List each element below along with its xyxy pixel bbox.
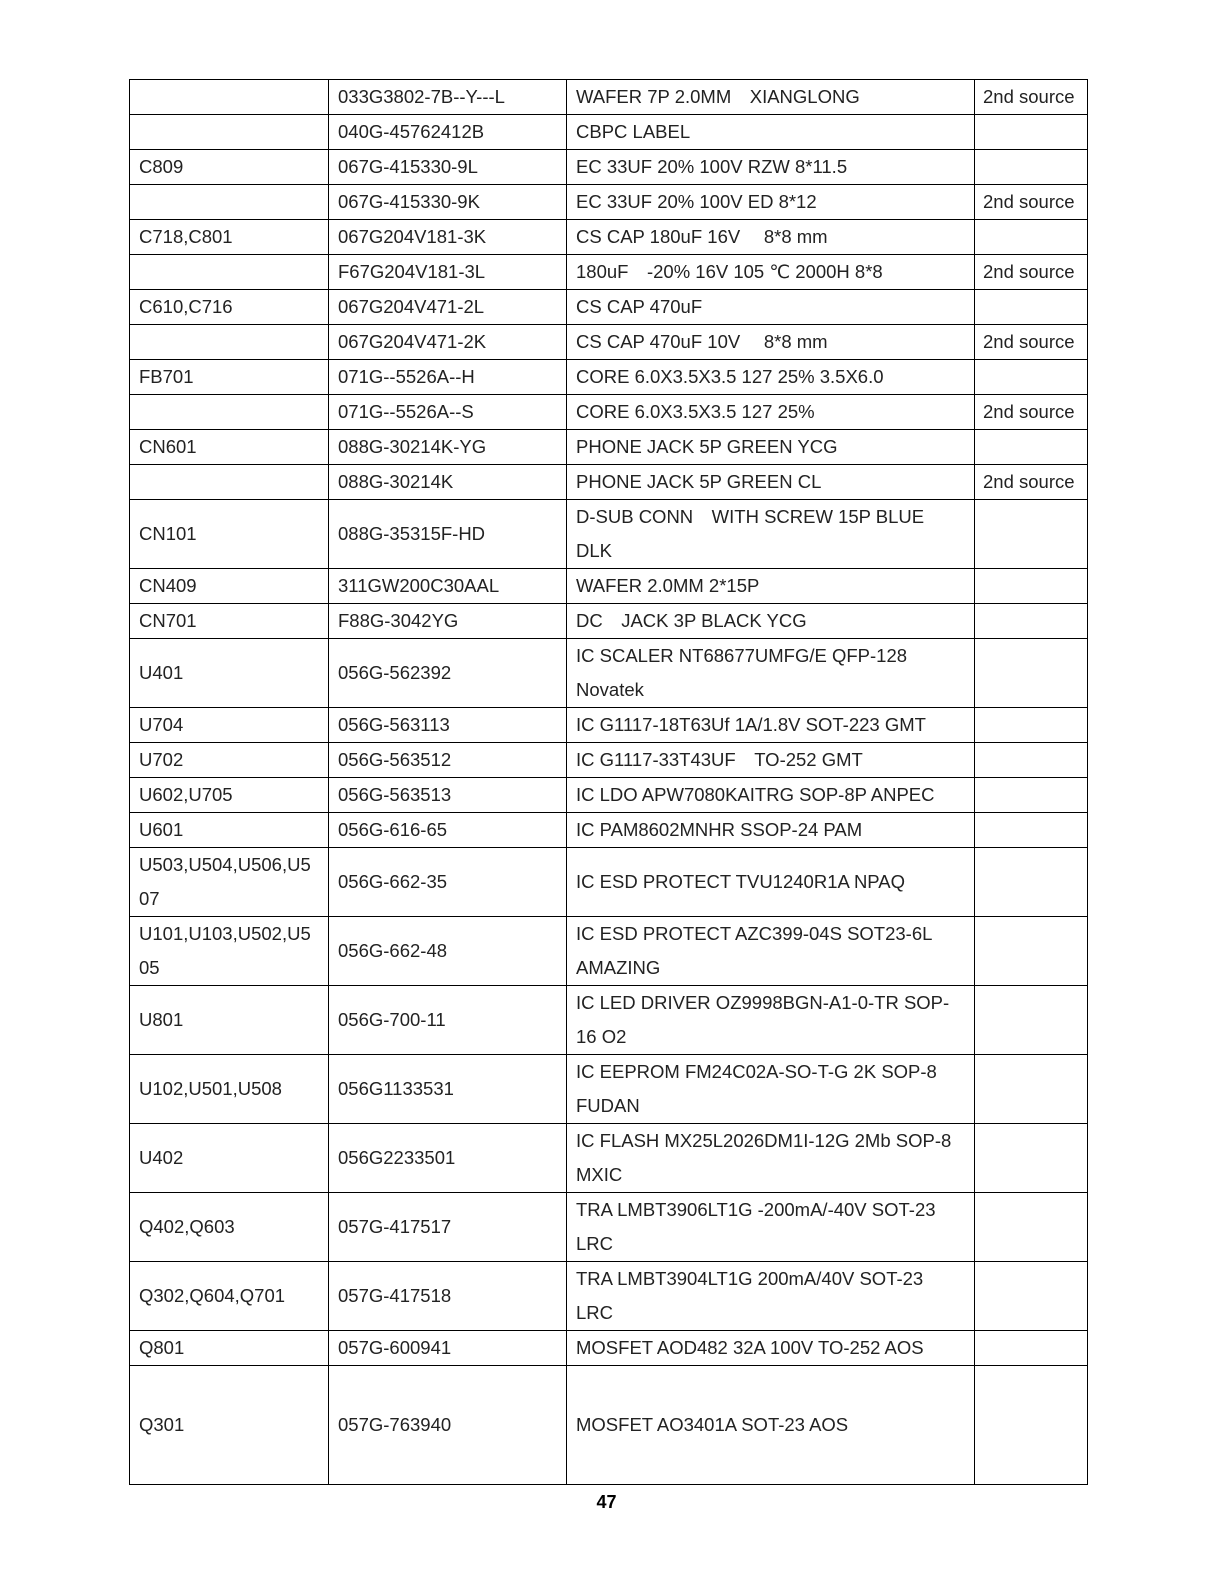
ref-designator-cell: Q302,Q604,Q701	[130, 1262, 329, 1331]
part-number-cell: 071G--5526A--S	[329, 395, 567, 430]
note-cell: 2nd source	[975, 80, 1088, 115]
description-cell: WAFER 2.0MM 2*15P	[567, 569, 975, 604]
part-number-cell: F88G-3042YG	[329, 604, 567, 639]
part-number-cell: 057G-417518	[329, 1262, 567, 1331]
part-number-cell: 067G204V471-2K	[329, 325, 567, 360]
part-number-cell: 056G-616-65	[329, 813, 567, 848]
table-row	[130, 325, 1088, 360]
table-row	[130, 500, 1088, 569]
ref-designator-cell: U704	[130, 708, 329, 743]
part-number-cell: 067G204V181-3K	[329, 220, 567, 255]
ref-designator-cell: Q801	[130, 1331, 329, 1366]
table-row	[130, 1055, 1088, 1124]
table-row	[130, 708, 1088, 743]
part-number-cell: 056G-562392	[329, 639, 567, 708]
description-cell: DC JACK 3P BLACK YCG	[567, 604, 975, 639]
table-row	[130, 185, 1088, 220]
table-row	[130, 778, 1088, 813]
table-row	[130, 639, 1088, 708]
note-cell: 2nd source	[975, 325, 1088, 360]
note-cell	[975, 569, 1088, 604]
note-cell: 2nd source	[975, 395, 1088, 430]
note-cell	[975, 115, 1088, 150]
bom-table	[129, 79, 1088, 1485]
table-row	[130, 1124, 1088, 1193]
description-cell: CS CAP 180uF 16V 8*8 mm	[567, 220, 975, 255]
description-cell: MOSFET AOD482 32A 100V TO-252 AOS	[567, 1331, 975, 1366]
part-number-cell: 056G-662-35	[329, 848, 567, 917]
description-cell: IC PAM8602MNHR SSOP-24 PAM	[567, 813, 975, 848]
ref-designator-cell	[130, 115, 329, 150]
table-row	[130, 395, 1088, 430]
table-row	[130, 848, 1088, 917]
part-number-cell: 040G-45762412B	[329, 115, 567, 150]
ref-designator-cell: Q301	[130, 1366, 329, 1485]
ref-designator-cell: U101,U103,U502,U505	[130, 917, 329, 986]
part-number-cell: 057G-600941	[329, 1331, 567, 1366]
note-cell	[975, 813, 1088, 848]
part-number-cell: 056G-563512	[329, 743, 567, 778]
ref-designator-cell: U402	[130, 1124, 329, 1193]
note-cell	[975, 743, 1088, 778]
ref-designator-cell	[130, 185, 329, 220]
table-row	[130, 917, 1088, 986]
ref-designator-cell: C610,C716	[130, 290, 329, 325]
ref-designator-cell	[130, 465, 329, 500]
note-cell	[975, 290, 1088, 325]
description-cell: IC G1117-18T63Uf 1A/1.8V SOT-223 GMT	[567, 708, 975, 743]
part-number-cell: 056G-700-11	[329, 986, 567, 1055]
part-number-cell: 067G-415330-9K	[329, 185, 567, 220]
note-cell	[975, 1262, 1088, 1331]
ref-designator-cell: CN701	[130, 604, 329, 639]
part-number-cell: 088G-35315F-HD	[329, 500, 567, 569]
note-cell	[975, 500, 1088, 569]
note-cell	[975, 1331, 1088, 1366]
ref-designator-cell: C809	[130, 150, 329, 185]
description-cell: EC 33UF 20% 100V ED 8*12	[567, 185, 975, 220]
table-row	[130, 743, 1088, 778]
description-cell: PHONE JACK 5P GREEN YCG	[567, 430, 975, 465]
description-cell: TRA LMBT3904LT1G 200mA/40V SOT-23 LRC	[567, 1262, 975, 1331]
part-number-cell: 056G2233501	[329, 1124, 567, 1193]
ref-designator-cell	[130, 80, 329, 115]
description-cell: EC 33UF 20% 100V RZW 8*11.5	[567, 150, 975, 185]
note-cell	[975, 604, 1088, 639]
note-cell	[975, 1055, 1088, 1124]
ref-designator-cell: FB701	[130, 360, 329, 395]
part-number-cell: 057G-763940	[329, 1366, 567, 1485]
part-number-cell: 088G-30214K-YG	[329, 430, 567, 465]
description-cell: IC G1117-33T43UF TO-252 GMT	[567, 743, 975, 778]
description-cell: MOSFET AO3401A SOT-23 AOS	[567, 1366, 975, 1485]
ref-designator-cell: Q402,Q603	[130, 1193, 329, 1262]
table-row	[130, 360, 1088, 395]
note-cell	[975, 917, 1088, 986]
table-row	[130, 430, 1088, 465]
ref-designator-cell: U102,U501,U508	[130, 1055, 329, 1124]
part-number-cell: 056G1133531	[329, 1055, 567, 1124]
ref-designator-cell	[130, 255, 329, 290]
note-cell	[975, 360, 1088, 395]
note-cell	[975, 1124, 1088, 1193]
table-row	[130, 569, 1088, 604]
table-row	[130, 1193, 1088, 1262]
ref-designator-cell: U702	[130, 743, 329, 778]
ref-designator-cell: U602,U705	[130, 778, 329, 813]
note-cell	[975, 1193, 1088, 1262]
description-cell: IC LED DRIVER OZ9998BGN-A1-0-TR SOP-16 O2	[567, 986, 975, 1055]
description-cell: IC ESD PROTECT AZC399-04S SOT23-6L AMAZING	[567, 917, 975, 986]
note-cell	[975, 639, 1088, 708]
table-row	[130, 1366, 1088, 1485]
ref-designator-cell: U401	[130, 639, 329, 708]
description-cell: IC EEPROM FM24C02A-SO-T-G 2K SOP-8 FUDAN	[567, 1055, 975, 1124]
description-cell: CORE 6.0X3.5X3.5 127 25%	[567, 395, 975, 430]
table-row	[130, 1331, 1088, 1366]
part-number-cell: 056G-563513	[329, 778, 567, 813]
description-cell: CS CAP 470uF	[567, 290, 975, 325]
table-row	[130, 986, 1088, 1055]
description-cell: 180uF -20% 16V 105 ℃ 2000H 8*8	[567, 255, 975, 290]
ref-designator-cell: U601	[130, 813, 329, 848]
ref-designator-cell: C718,C801	[130, 220, 329, 255]
part-number-cell: 033G3802-7B--Y---L	[329, 80, 567, 115]
table-row	[130, 255, 1088, 290]
note-cell	[975, 986, 1088, 1055]
ref-designator-cell: CN601	[130, 430, 329, 465]
table-row	[130, 604, 1088, 639]
table-row	[130, 220, 1088, 255]
note-cell	[975, 150, 1088, 185]
part-number-cell: 067G204V471-2L	[329, 290, 567, 325]
part-number-cell: 071G--5526A--H	[329, 360, 567, 395]
table-row	[130, 290, 1088, 325]
ref-designator-cell: U801	[130, 986, 329, 1055]
ref-designator-cell	[130, 325, 329, 360]
table-row	[130, 150, 1088, 185]
table-row	[130, 813, 1088, 848]
description-cell: PHONE JACK 5P GREEN CL	[567, 465, 975, 500]
ref-designator-cell: CN409	[130, 569, 329, 604]
part-number-cell: 067G-415330-9L	[329, 150, 567, 185]
description-cell: CS CAP 470uF 10V 8*8 mm	[567, 325, 975, 360]
description-cell: IC SCALER NT68677UMFG/E QFP-128 Novatek	[567, 639, 975, 708]
description-cell: CBPC LABEL	[567, 115, 975, 150]
note-cell	[975, 708, 1088, 743]
ref-designator-cell: CN101	[130, 500, 329, 569]
table-row	[130, 1262, 1088, 1331]
table-row	[130, 465, 1088, 500]
part-number-cell: 056G-662-48	[329, 917, 567, 986]
note-cell	[975, 778, 1088, 813]
note-cell	[975, 220, 1088, 255]
description-cell: CORE 6.0X3.5X3.5 127 25% 3.5X6.0	[567, 360, 975, 395]
page-number: 47	[596, 1492, 617, 1512]
note-cell: 2nd source	[975, 185, 1088, 220]
part-number-cell: 088G-30214K	[329, 465, 567, 500]
description-cell: D-SUB CONN WITH SCREW 15P BLUE DLK	[567, 500, 975, 569]
description-cell: TRA LMBT3906LT1G -200mA/-40V SOT-23 LRC	[567, 1193, 975, 1262]
note-cell: 2nd source	[975, 255, 1088, 290]
description-cell: IC LDO APW7080KAITRG SOP-8P ANPEC	[567, 778, 975, 813]
note-cell	[975, 1366, 1088, 1485]
table-row	[130, 115, 1088, 150]
ref-designator-cell	[130, 395, 329, 430]
part-number-cell: F67G204V181-3L	[329, 255, 567, 290]
description-cell: IC ESD PROTECT TVU1240R1A NPAQ	[567, 848, 975, 917]
note-cell	[975, 430, 1088, 465]
note-cell: 2nd source	[975, 465, 1088, 500]
description-cell: WAFER 7P 2.0MM XIANGLONG	[567, 80, 975, 115]
description-cell: IC FLASH MX25L2026DM1I-12G 2Mb SOP-8 MXIC	[567, 1124, 975, 1193]
note-cell	[975, 848, 1088, 917]
part-number-cell: 056G-563113	[329, 708, 567, 743]
part-number-cell: 057G-417517	[329, 1193, 567, 1262]
part-number-cell: 311GW200C30AAL	[329, 569, 567, 604]
table-row	[130, 80, 1088, 115]
ref-designator-cell: U503,U504,U506,U507	[130, 848, 329, 917]
